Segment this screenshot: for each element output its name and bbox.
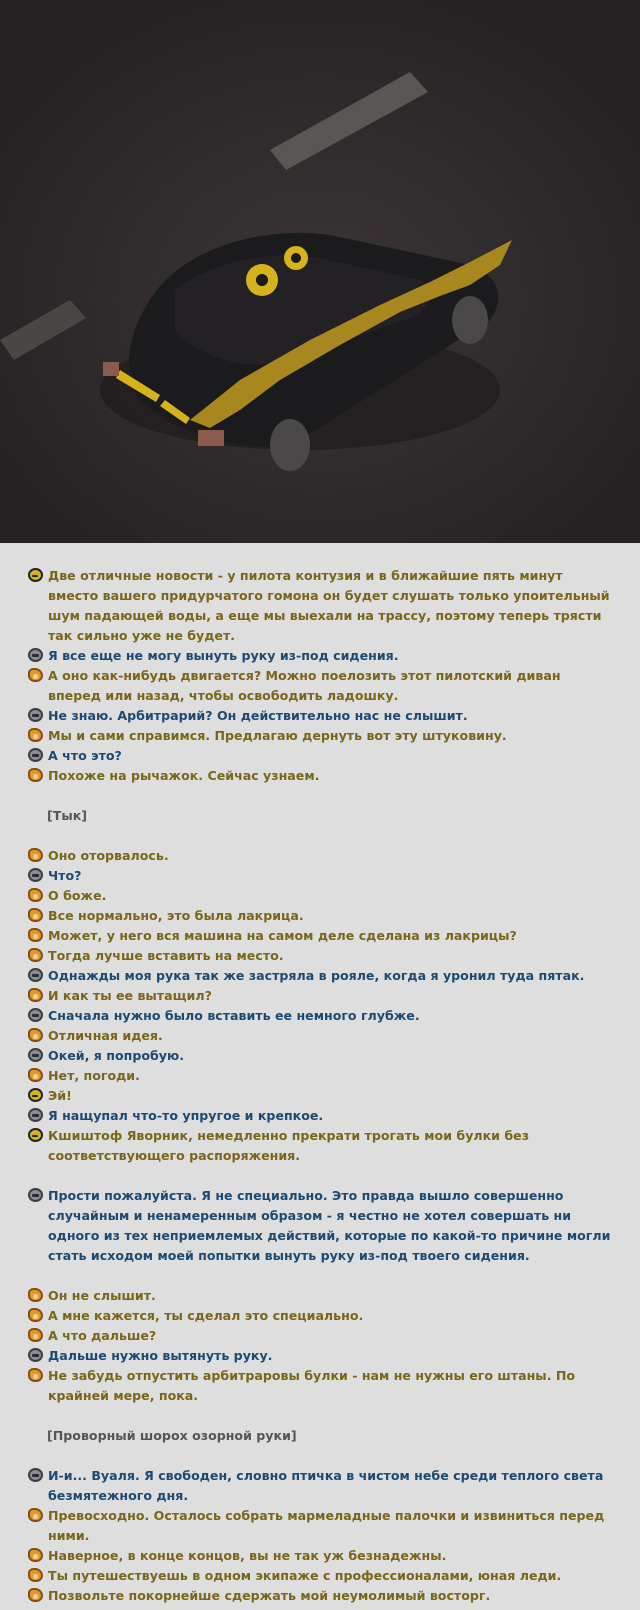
dialogue-text: Позвольте покорнейше сдержать мой неумолимый восторг.: [48, 1588, 491, 1603]
dialogue-text: Кшиштоф Яворник, немедленно прекрати трогать мои булки без соответствующего распоряжения.: [48, 1128, 530, 1163]
dialogue-text: Не знаю. Арбитрарий? Он действительно нас не слышит.: [48, 708, 468, 723]
blue-face-icon: [28, 648, 43, 662]
dialogue-line: [28, 1066, 612, 1086]
orange-hair-icon: [28, 848, 43, 862]
dialogue-line: [28, 966, 612, 986]
dialogue-line: [28, 1546, 612, 1566]
paragraph-gap: [28, 1266, 640, 1286]
orange-hair-icon: [28, 888, 43, 902]
gold-face-icon: [28, 568, 43, 582]
dialogue-text: А что это?: [48, 748, 122, 763]
dialogue-line: [28, 946, 612, 966]
orange-hair-icon: [28, 908, 43, 922]
dialogue-text: Отличная идея.: [48, 1028, 163, 1043]
blue-face-icon: [28, 748, 43, 762]
dialogue-line: [28, 666, 612, 706]
orange-hair-icon: [28, 1508, 43, 1522]
paragraph-gap: [28, 1446, 640, 1466]
dialogue-text: Я все еще не могу вынуть руку из-под сидения.: [48, 648, 399, 663]
blue-face-icon: [28, 968, 43, 982]
dialogue-text: Сначала нужно было вставить ее немного глубже.: [48, 1008, 420, 1023]
dialogue-line: [28, 1506, 612, 1546]
dialogue-line: [28, 926, 612, 946]
dialogue-text: Превосходно. Осталось собрать мармеладные палочки и извиниться перед ними.: [48, 1508, 605, 1543]
dialogue-line: [28, 1086, 612, 1106]
car-on-road-illustration: [0, 0, 640, 543]
dialogue-line: [28, 1346, 612, 1366]
orange-hair-icon: [28, 928, 43, 942]
dialogue-text: Похоже на рычажок. Сейчас узнаем.: [48, 768, 320, 783]
paragraph-gap: [28, 786, 640, 806]
dialogue-line: [28, 846, 612, 866]
dialogue-text: Ты путешествуешь в одном экипаже с профессионалами, юная леди.: [48, 1568, 562, 1583]
dialogue-text: Окей, я попробую.: [48, 1048, 185, 1063]
dialogue-line: [28, 706, 612, 726]
blue-face-icon: [28, 708, 43, 722]
dialogue-text: Две отличные новости - у пилота контузия и в ближайшие пять минут вместо вашего придурчатого гомона он будет слушать только упоительный шум падающей воды, а еще мы выехали на трассу, поэтому теперь трясти так сильно уже не будет.: [48, 568, 610, 643]
dialogue-text: Прости пожалуйста. Я не специально. Это правда вышло совершенно случайным и ненамеренным образом - я честно не хотел совершать ни одного из тех неприемлемых действий, которые по какой-то причине могли стать исходом моей попытки вынуть руку из-под твоего сидения.: [48, 1188, 611, 1263]
dialogue-text: О боже.: [48, 888, 107, 903]
dialogue-text: Дальше нужно вытянуть руку.: [48, 1348, 273, 1363]
dialogue-line: [28, 1126, 612, 1166]
dialogue-text: Нет, погоди.: [48, 1068, 140, 1083]
dialogue-text: Оно оторвалось.: [48, 848, 169, 863]
orange-hair-icon: [28, 1028, 43, 1042]
dialogue-line: [28, 886, 612, 906]
orange-hair-icon: [28, 1368, 43, 1382]
stage-direction: [Проворный шорох озорной руки]: [47, 1428, 297, 1443]
dialogue-text: И-и... Вуаля. Я свободен, словно птичка в чистом небе среди теплого света безмятежного дня.: [48, 1468, 604, 1503]
dialogue-text: Однажды моя рука так же застряла в рояле, когда я уронил туда пятак.: [48, 968, 585, 983]
dialogue-line: [28, 726, 612, 746]
dialogue-line: [28, 1026, 612, 1046]
orange-hair-icon: [28, 668, 43, 682]
dialogue-text: Я нащупал что-то упругое и крепкое.: [48, 1108, 324, 1123]
dialogue-text: Мы и сами справимся. Предлагаю дернуть вот эту штуковину.: [48, 728, 507, 743]
paragraph-gap: [28, 1166, 640, 1186]
stage-direction: [Тык]: [47, 808, 88, 823]
orange-hair-icon: [28, 1568, 43, 1582]
dialogue-line: [28, 1106, 612, 1126]
dialogue-log: [0, 543, 640, 1610]
paragraph-gap: [28, 826, 640, 846]
blue-face-icon: [28, 868, 43, 882]
game-scene-night-road: [0, 0, 640, 543]
dialogue-line: [28, 1186, 612, 1266]
dialogue-line: [28, 766, 612, 786]
dialogue-text: Наверное, в конце концов, вы не так уж безнадежны.: [48, 1548, 447, 1563]
blue-face-icon: [28, 1348, 43, 1362]
dialogue-line: [28, 1466, 612, 1506]
orange-hair-icon: [28, 728, 43, 742]
dialogue-line: [28, 1286, 612, 1306]
dialogue-text: И как ты ее вытащил?: [48, 988, 212, 1003]
dialogue-line: [28, 1326, 612, 1346]
dialogue-text: Не забудь отпустить арбитраровы булки - нам не нужны его штаны. По крайней мере, пока.: [48, 1368, 576, 1403]
dialogue-line: [28, 1046, 612, 1066]
dialogue-text: А что дальше?: [48, 1328, 157, 1343]
paragraph-gap: [28, 1406, 640, 1426]
orange-hair-icon: [28, 1588, 43, 1602]
dialogue-line: [28, 646, 612, 666]
dialogue-line: [28, 1586, 612, 1606]
dialogue-text: Может, у него вся машина на самом деле сделана из лакрицы?: [48, 928, 517, 943]
orange-hair-icon: [28, 948, 43, 962]
blue-face-icon: [28, 1048, 43, 1062]
orange-hair-icon: [28, 1548, 43, 1562]
orange-hair-icon: [28, 768, 43, 782]
orange-hair-icon: [28, 1068, 43, 1082]
dialogue-line: [28, 1566, 612, 1586]
dialogue-line: [28, 1366, 612, 1406]
dialogue-line: [28, 1306, 612, 1326]
orange-hair-icon: [28, 1288, 43, 1302]
blue-face-icon: [28, 1188, 43, 1202]
dialogue-text: Что?: [48, 868, 82, 883]
dialogue-line: [28, 566, 612, 646]
dialogue-line: [28, 1006, 612, 1026]
dialogue-text: Все нормально, это была лакрица.: [48, 908, 304, 923]
dialogue-line: [28, 906, 612, 926]
gold-face-icon: [28, 1128, 43, 1142]
blue-face-icon: [28, 1008, 43, 1022]
dialogue-text: Тогда лучше вставить на место.: [48, 948, 284, 963]
blue-face-icon: [28, 1468, 43, 1482]
dialogue-text: А оно как-нибудь двигается? Можно поелозить этот пилотский диван вперед или назад, чтобы освободить ладошку.: [48, 668, 561, 703]
orange-hair-icon: [28, 1308, 43, 1322]
orange-hair-icon: [28, 1328, 43, 1342]
dialogue-text: А мне кажется, ты сделал это специально.: [48, 1308, 364, 1323]
dialogue-line: [28, 866, 612, 886]
dialogue-text: Эй!: [48, 1088, 72, 1103]
orange-hair-icon: [28, 988, 43, 1002]
blue-face-icon: [28, 1108, 43, 1122]
dialogue-line: [28, 986, 612, 1006]
dialogue-text: Он не слышит.: [48, 1288, 156, 1303]
gold-face-icon: [28, 1088, 43, 1102]
dialogue-line: [28, 746, 612, 766]
